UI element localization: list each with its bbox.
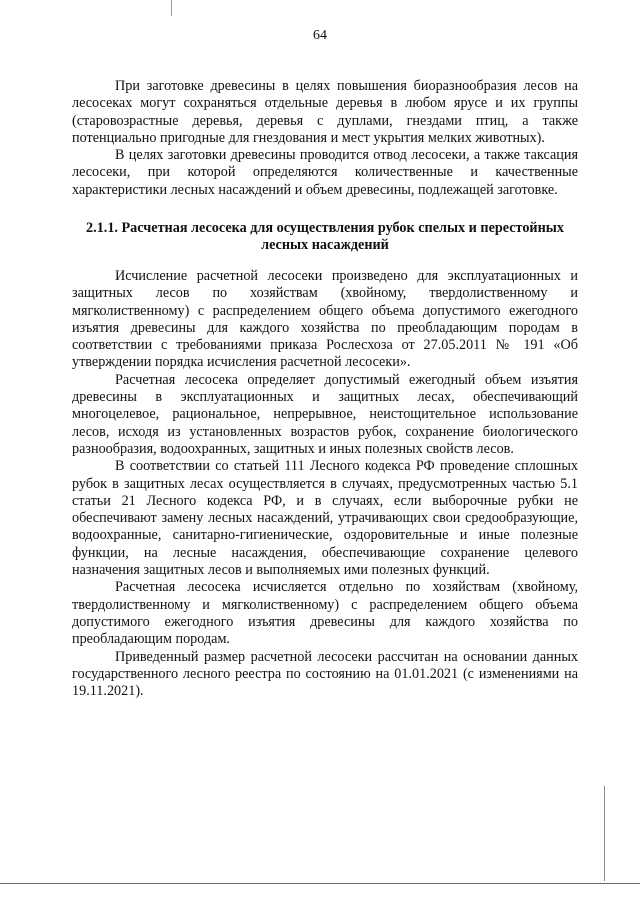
- page-number: 64: [313, 28, 327, 43]
- paragraph-article-111: В соответствии со статьей 111 Лесного кодекса РФ проведение сплошных рубок в защитных лесах осуществляется в случаях, предусмотренных частью 5.1 статьи 21 Лесного кодекса РФ, и в случаях, если выборочные рубки не обеспечивают замену лесных насаждений, утрачивающих свои средообразующие, водоохранные, санитарно-гигиенические, оздоровительные и иные полезные функции, на лесные насаждения, обеспечивающие сохранение целевого назначения защитных лесов и выполняемых ими полезных функций.: [72, 458, 578, 579]
- scan-artifact-top-line: [171, 0, 172, 16]
- paragraph-definition: Расчетная лесосека определяет допустимый ежегодный объем изъятия древесины в эксплуатационных и защитных лесах, обеспечивающий многоцелевое, рациональное, непрерывное, неистощительное использование лесов, исходя из установленных возрастов рубок, сохранение биологического разнообразия, водоохранных, защитных и иных полезных свойств лесов.: [72, 371, 578, 457]
- paragraph-calculation: Исчисление расчетной лесосеки произведено для эксплуатационных и защитных лесов по хозяйствам (хвойному, твердолиственному и мягколиственному) с распределением общего объема допустимого ежегодного изъятия древесины для каждого хозяйства по преобладающим породам в соответствии с требованиями приказа Рослесхоза от 27.05.2011 № 191 «Об утверждении порядка исчисления расчетной лесосеки».: [72, 268, 578, 371]
- paragraph-by-farms: Расчетная лесосека исчисляется отдельно по хозяйствам (хвойному, твердолиственному и мягколиственному) с распределением общего объема допустимого ежегодного изъятия древесины для каждого хозяйства по преобладающим породам.: [72, 579, 578, 648]
- intro-text: [72, 78, 578, 199]
- section-heading-line-1: 2.1.1. Расчетная лесосека для осуществления рубок спелых и перестойных: [86, 220, 564, 236]
- paragraph-biodiversity: При заготовке древесины в целях повышения биоразнообразия лесов на лесосеках могут сохраняться отдельные деревья в любом ярусе и их группы (старовозрастные деревья, деревья с дуплами, гнездами птиц, а также потенциально пригодные для гнездования и мест укрытия мелких животных).: [72, 78, 578, 146]
- section-body: [72, 268, 578, 700]
- section-heading-line-2: лесных насаждений: [261, 237, 389, 254]
- scan-artifact-bottom-edge: [0, 883, 640, 884]
- scan-artifact-right-line: [604, 786, 605, 881]
- section-heading: [72, 220, 578, 255]
- paragraph-registry-date: Приведенный размер расчетной лесосеки рассчитан на основании данных государственного лесного реестра по состоянию на 01.01.2021 (с изменениями на 19.11.2021).: [72, 648, 578, 700]
- paragraph-allotment: В целях заготовки древесины проводится отвод лесосеки, а также таксация лесосеки, при которой определяются количественные и качественные характеристики лесных насаждений и объем древесины, подлежащей заготовке.: [72, 147, 578, 198]
